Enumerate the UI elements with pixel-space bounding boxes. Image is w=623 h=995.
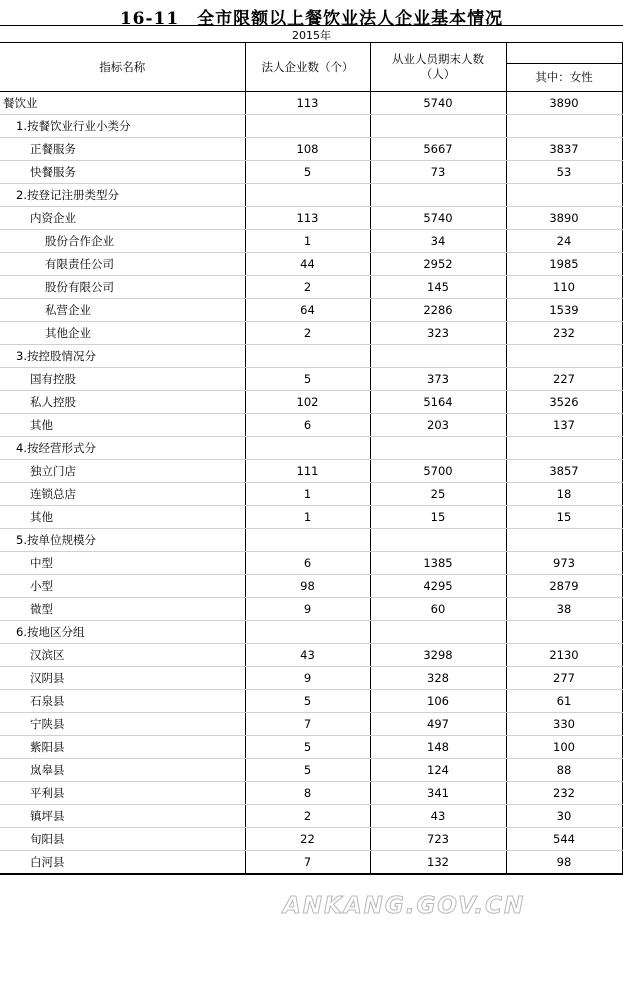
table-row [0, 759, 622, 782]
enterprise-count: 44 [245, 253, 370, 276]
enterprise-count: 6 [245, 552, 370, 575]
female-count: 232 [506, 782, 622, 805]
enterprise-count: 113 [245, 207, 370, 230]
employee-count: 323 [370, 322, 506, 345]
enterprise-count: 7 [245, 851, 370, 875]
female-count: 53 [506, 161, 622, 184]
table-row [0, 184, 622, 207]
table-row [0, 414, 622, 437]
row-label: 岚皋县 [0, 759, 245, 782]
female-count: 3857 [506, 460, 622, 483]
table-row [0, 667, 622, 690]
female-count: 232 [506, 322, 622, 345]
row-label: 餐饮业 [0, 92, 245, 115]
female-count: 110 [506, 276, 622, 299]
female-count: 38 [506, 598, 622, 621]
enterprise-count [245, 437, 370, 460]
employee-count: 132 [370, 851, 506, 875]
employee-count: 5740 [370, 207, 506, 230]
row-label: 2.按登记注册类型分 [0, 184, 245, 207]
enterprise-count: 108 [245, 138, 370, 161]
employee-count [370, 437, 506, 460]
employee-count: 203 [370, 414, 506, 437]
enterprise-count: 1 [245, 483, 370, 506]
female-count: 24 [506, 230, 622, 253]
table-row [0, 368, 622, 391]
employee-count: 5740 [370, 92, 506, 115]
employee-count: 43 [370, 805, 506, 828]
enterprise-count: 5 [245, 736, 370, 759]
enterprise-count: 102 [245, 391, 370, 414]
table-row [0, 483, 622, 506]
header-female: 其中：女性 [506, 64, 622, 92]
row-label: 内资企业 [0, 207, 245, 230]
row-label: 微型 [0, 598, 245, 621]
table-row [0, 851, 622, 875]
row-label: 中型 [0, 552, 245, 575]
employee-count: 73 [370, 161, 506, 184]
enterprise-count: 2 [245, 805, 370, 828]
female-count: 3837 [506, 138, 622, 161]
employee-count: 5164 [370, 391, 506, 414]
table-row [0, 161, 622, 184]
female-count: 88 [506, 759, 622, 782]
female-count: 18 [506, 483, 622, 506]
row-label: 股份有限公司 [0, 276, 245, 299]
table-row [0, 230, 622, 253]
employee-count: 34 [370, 230, 506, 253]
female-count [506, 437, 622, 460]
enterprise-count [245, 184, 370, 207]
header-blank [506, 43, 622, 64]
employee-count [370, 184, 506, 207]
header-employees: 从业人员期末人数（人） [370, 43, 506, 92]
row-label: 汉阴县 [0, 667, 245, 690]
table-row [0, 322, 622, 345]
row-label: 6.按地区分组 [0, 621, 245, 644]
enterprise-count: 43 [245, 644, 370, 667]
employee-count [370, 345, 506, 368]
employee-count: 145 [370, 276, 506, 299]
table-row [0, 828, 622, 851]
table-row [0, 598, 622, 621]
female-count: 1539 [506, 299, 622, 322]
table-row [0, 782, 622, 805]
employee-count: 25 [370, 483, 506, 506]
employee-count: 328 [370, 667, 506, 690]
row-label: 汉滨区 [0, 644, 245, 667]
employee-count: 341 [370, 782, 506, 805]
female-count: 544 [506, 828, 622, 851]
statistics-table [0, 42, 623, 875]
enterprise-count [245, 345, 370, 368]
female-count: 2879 [506, 575, 622, 598]
female-count: 61 [506, 690, 622, 713]
row-label: 平利县 [0, 782, 245, 805]
table-year: 2015年 [292, 29, 331, 42]
employee-count: 60 [370, 598, 506, 621]
header-indicator: 指标名称 [0, 43, 245, 92]
female-count [506, 115, 622, 138]
enterprise-count: 7 [245, 713, 370, 736]
table-row [0, 690, 622, 713]
enterprise-count: 64 [245, 299, 370, 322]
female-count [506, 529, 622, 552]
header-enterprises: 法人企业数（个） [245, 43, 370, 92]
row-label: 正餐服务 [0, 138, 245, 161]
table-row [0, 644, 622, 667]
enterprise-count [245, 115, 370, 138]
employee-count: 723 [370, 828, 506, 851]
table-row [0, 115, 622, 138]
enterprise-count [245, 529, 370, 552]
row-label: 快餐服务 [0, 161, 245, 184]
row-label: 石泉县 [0, 690, 245, 713]
employee-count: 106 [370, 690, 506, 713]
row-label: 镇坪县 [0, 805, 245, 828]
table-row [0, 805, 622, 828]
female-count [506, 621, 622, 644]
enterprise-count: 5 [245, 690, 370, 713]
female-count: 3890 [506, 207, 622, 230]
table-row [0, 575, 622, 598]
table-row [0, 736, 622, 759]
enterprise-count: 1 [245, 230, 370, 253]
row-label: 股份合作企业 [0, 230, 245, 253]
table-row [0, 713, 622, 736]
enterprise-count: 9 [245, 598, 370, 621]
enterprise-count: 1 [245, 506, 370, 529]
table-row [0, 138, 622, 161]
table-row [0, 276, 622, 299]
employee-count: 1385 [370, 552, 506, 575]
employee-count: 124 [370, 759, 506, 782]
enterprise-count: 5 [245, 161, 370, 184]
table-row [0, 552, 622, 575]
row-label: 私人控股 [0, 391, 245, 414]
table-row [0, 506, 622, 529]
enterprise-count: 5 [245, 759, 370, 782]
employee-count: 5700 [370, 460, 506, 483]
female-count: 1985 [506, 253, 622, 276]
employee-count [370, 115, 506, 138]
enterprise-count: 111 [245, 460, 370, 483]
row-label: 私营企业 [0, 299, 245, 322]
female-count [506, 345, 622, 368]
enterprise-count: 8 [245, 782, 370, 805]
row-label: 旬阳县 [0, 828, 245, 851]
row-label: 小型 [0, 575, 245, 598]
female-count [506, 184, 622, 207]
row-label: 紫阳县 [0, 736, 245, 759]
table-row [0, 207, 622, 230]
employee-count: 15 [370, 506, 506, 529]
female-count: 3526 [506, 391, 622, 414]
female-count: 227 [506, 368, 622, 391]
employee-count [370, 529, 506, 552]
employee-count: 2286 [370, 299, 506, 322]
employee-count: 2952 [370, 253, 506, 276]
enterprise-count: 9 [245, 667, 370, 690]
row-label: 白河县 [0, 851, 245, 875]
enterprise-count: 113 [245, 92, 370, 115]
row-label: 其他企业 [0, 322, 245, 345]
female-count: 30 [506, 805, 622, 828]
employee-count: 373 [370, 368, 506, 391]
row-label: 3.按控股情况分 [0, 345, 245, 368]
female-count: 100 [506, 736, 622, 759]
enterprise-count: 6 [245, 414, 370, 437]
enterprise-count: 22 [245, 828, 370, 851]
watermark: ANKANG.GOV.CN [283, 893, 526, 919]
row-label: 宁陕县 [0, 713, 245, 736]
table-row [0, 299, 622, 322]
table-row [0, 391, 622, 414]
enterprise-count [245, 621, 370, 644]
female-count: 330 [506, 713, 622, 736]
row-label: 连锁总店 [0, 483, 245, 506]
employee-count: 4295 [370, 575, 506, 598]
employee-count: 3298 [370, 644, 506, 667]
female-count: 15 [506, 506, 622, 529]
row-label: 4.按经营形式分 [0, 437, 245, 460]
employee-count: 148 [370, 736, 506, 759]
female-count: 3890 [506, 92, 622, 115]
row-label: 其他 [0, 506, 245, 529]
enterprise-count: 5 [245, 368, 370, 391]
table-row [0, 253, 622, 276]
table-title: 16-11 全市限额以上餐饮业法人企业基本情况 [119, 9, 504, 29]
table-row [0, 345, 622, 368]
employee-count [370, 621, 506, 644]
row-label: 独立门店 [0, 460, 245, 483]
enterprise-count: 2 [245, 276, 370, 299]
female-count: 2130 [506, 644, 622, 667]
employee-count: 5667 [370, 138, 506, 161]
row-label: 国有控股 [0, 368, 245, 391]
table-row [0, 92, 622, 115]
enterprise-count: 98 [245, 575, 370, 598]
table-row [0, 621, 622, 644]
female-count: 98 [506, 851, 622, 875]
female-count: 973 [506, 552, 622, 575]
female-count: 277 [506, 667, 622, 690]
table-row [0, 437, 622, 460]
row-label: 有限责任公司 [0, 253, 245, 276]
table-row [0, 460, 622, 483]
table-row [0, 529, 622, 552]
employee-count: 497 [370, 713, 506, 736]
table-body [0, 92, 622, 875]
enterprise-count: 2 [245, 322, 370, 345]
female-count: 137 [506, 414, 622, 437]
title-divider [0, 25, 623, 26]
row-label: 其他 [0, 414, 245, 437]
row-label: 1.按餐饮业行业小类分 [0, 115, 245, 138]
row-label: 5.按单位规模分 [0, 529, 245, 552]
